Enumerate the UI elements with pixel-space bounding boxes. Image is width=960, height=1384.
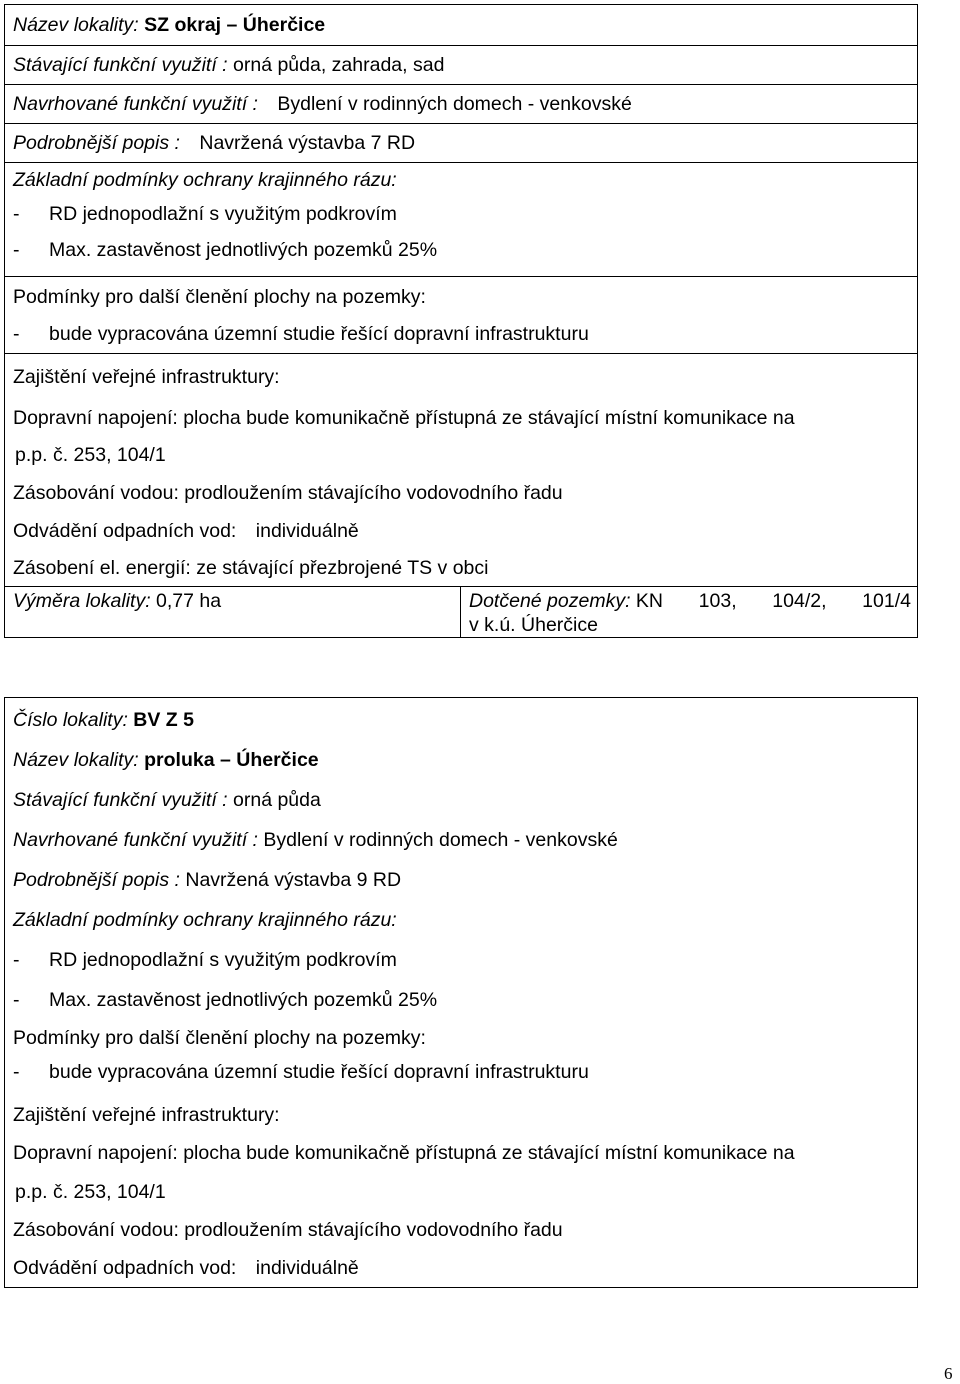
cleneni-item: bude vypracována územní studie řešící dopravní infrastrukturu [49,1061,589,1083]
nazev-label: Název lokality: [13,749,139,771]
podminky-item: RD jednopodlažní s využitým podkrovím [49,949,397,971]
odvadeni-value: individuálně [255,520,359,542]
infra-label: Zajištění veřejné infrastruktury: [13,366,280,388]
stavajici-value: orná půda [233,789,321,811]
dotcene-p3: 101/4 [862,590,911,612]
cislo-row: Číslo lokality: BV Z 5 Název lokality: proluka – Úherčice Stávající funkční využití : orná půda Navrhované funkční využití : Bydlení v rodinných domech - venkovské Podrobnější popis : Navržená výstavba 9 RD Základní podmínky ochrany krajinného rázu: - RD jednopodlažní s využitým podkrovím - Max. zastavěnost jednotlivých pozemků 25% Podmínky pro další členění plochy na pozemky: - bude vypracována územní studie řešící dopravní infrastrukturu Zajištění veřejné infrastruktury: Dopravní napojení: plocha bude komunikačně přístupná ze stávající místní komunikace na p.p. č. 253, 104/1 Zásobování vodou: prodloužením stávajícího vodovodního řadu Odvádění odpadních vod: individuálně [5,698,917,1287]
infra-row [5,354,917,587]
doprava-line-1: Dopravní napojení: plocha bude komunikačně přístupná ze stávající místní komunikace na [13,1142,795,1164]
navrhovane-label: Navrhované funkční využití : [13,829,258,851]
podminky-label: Základní podmínky ochrany krajinného rázu: [13,909,397,931]
vymera-value: 0,77 ha [156,590,222,612]
popis-label: Podrobnější popis : [13,869,180,891]
vymera-row [5,587,917,637]
locality-table-bv-z5 [4,697,918,1288]
energie-line: Zásobení el. energií: ze stávající přezbrojené TS v obci [13,557,489,579]
stavajici-label: Stávající funkční využití : [13,789,228,811]
cleneni-item: bude vypracována územní studie řešící dopravní infrastrukturu [49,323,589,345]
cleneni-row: Podmínky pro další členění plochy na pozemky: - bude vypracována územní studie řešící dopravní infrastrukturu [5,277,917,354]
popis-label: Podrobnější popis : [13,132,180,154]
podminky-label: Základní podmínky ochrany krajinného rázu: [13,169,397,191]
navrhovane-label: Navrhované funkční využití : [13,93,258,115]
podminky-row: Základní podmínky ochrany krajinného rázu: - RD jednopodlažní s využitým podkrovím - Max. zastavěnost jednotlivých pozemků 25% [5,163,917,277]
cislo-value: BV Z 5 [133,709,194,731]
dotcene-p2: 104/2, [772,590,827,612]
dotcene-kn: KN [635,590,664,612]
popis-value: Navržená výstavba 7 RD [199,132,416,154]
nazev-value: SZ okraj – Úherčice [144,14,326,36]
navrhovane-value: Bydlení v rodinných domech - venkovské [277,93,632,115]
dotcene-label: Dotčené pozemky: [469,590,631,612]
popis-value: Navržená výstavba 9 RD [185,869,402,891]
navrhovane-value: Bydlení v rodinných domech - venkovské [263,829,618,851]
odvadeni-label: Odvádění odpadních vod: [13,1257,237,1279]
locality-table-sz-okraj [4,4,918,638]
podminky-item: RD jednopodlažní s využitým podkrovím [49,203,397,225]
cleneni-label: Podmínky pro další členění plochy na pozemky: [13,1027,426,1049]
vymera-label: Výměra lokality: [13,590,151,612]
stavajici-value: orná půda, zahrada, sad [233,54,445,76]
doprava-line-2: p.p. č. 253, 104/1 [15,1181,166,1203]
infra-label: Zajištění veřejné infrastruktury: [13,1104,280,1126]
odvadeni-value: individuálně [255,1257,359,1279]
nazev-value: proluka – Úherčice [144,749,319,771]
page-number: 6 [944,1364,953,1383]
doprava-line-1: Dopravní napojení: plocha bude komunikačně přístupná ze stávající místní komunikace na [13,407,795,429]
popis-row [5,124,917,163]
podminky-item: Max. zastavěnost jednotlivých pozemků 25% [49,239,438,261]
dotcene-line-2: v k.ú. Úherčice [469,614,598,636]
stavajici-row [5,46,917,85]
odvadeni-label: Odvádění odpadních vod: [13,520,237,542]
doprava-line-2: p.p. č. 253, 104/1 [15,444,166,466]
nazev-row [5,5,917,46]
dotcene-p1: 103, [698,590,737,612]
cislo-label: Číslo lokality: [13,709,128,731]
stavajici-label: Stávající funkční využití : [13,54,228,76]
nazev-label: Název lokality: [13,14,139,36]
cleneni-label: Podmínky pro další členění plochy na pozemky: [13,286,426,308]
voda-line: Zásobování vodou: prodloužením stávajícího vodovodního řadu [13,1219,563,1241]
voda-line: Zásobování vodou: prodloužením stávajícího vodovodního řadu [13,482,563,504]
podminky-item: Max. zastavěnost jednotlivých pozemků 25% [49,989,438,1011]
navrhovane-row [5,85,917,124]
